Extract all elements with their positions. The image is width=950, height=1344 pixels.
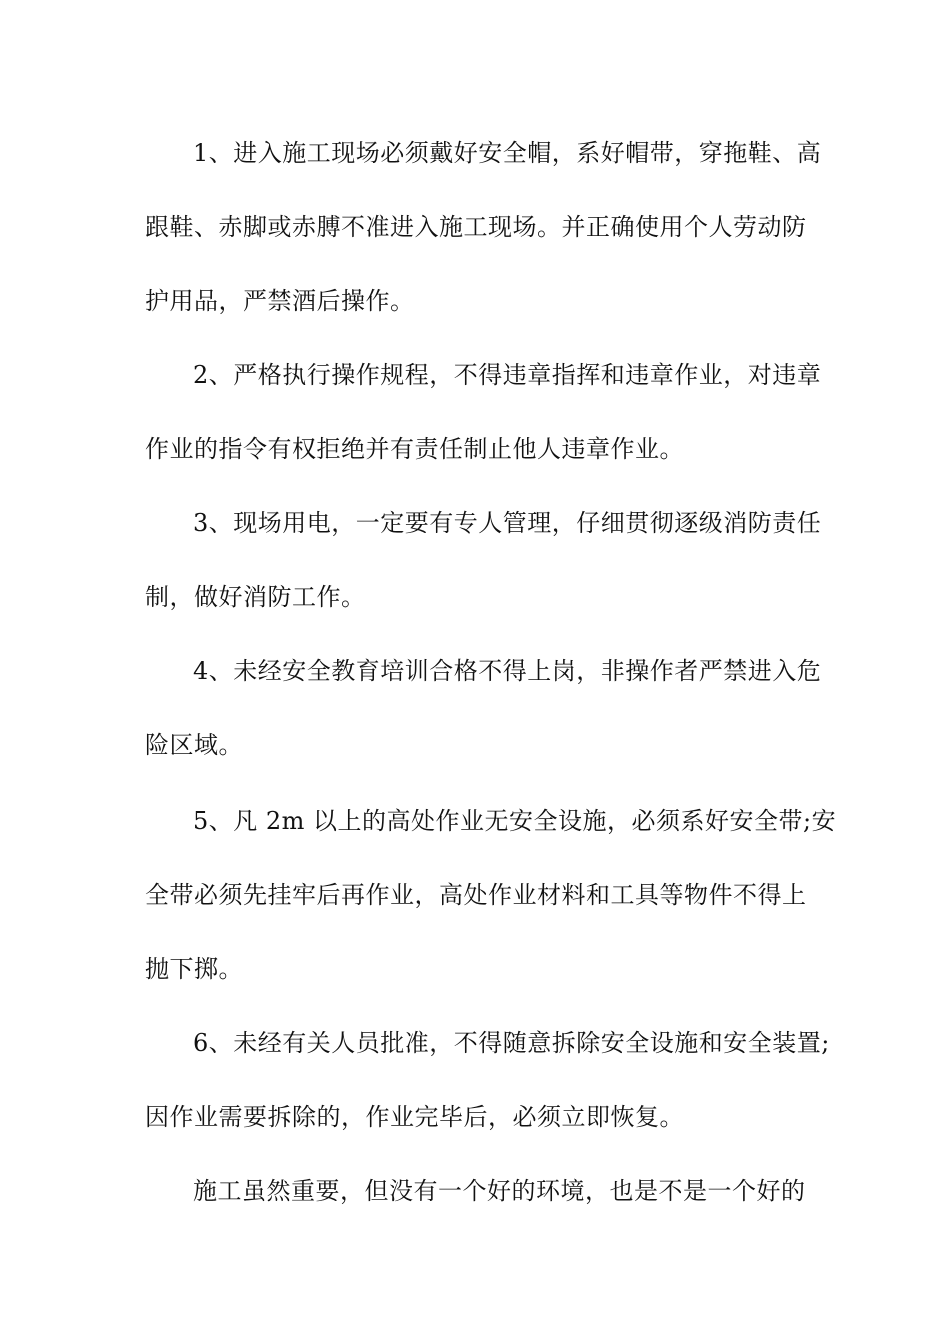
paragraph-5-line-1: 5、凡 2m 以上的高处作业无安全设施，必须系好安全带;安 — [193, 807, 837, 835]
paragraph-7-line-1: 施工虽然重要，但没有一个好的环境，也是不是一个好的 — [193, 1177, 806, 1205]
paragraph-2-line-1: 2、严格执行操作规程，不得违章指挥和违章作业，对违章 — [193, 361, 822, 389]
paragraph-1-line-3: 护用品，严禁酒后操作。 — [145, 287, 415, 315]
paragraph-6-line-2: 因作业需要拆除的，作业完毕后，必须立即恢复。 — [145, 1103, 684, 1131]
paragraph-3-line-1: 3、现场用电，一定要有专人管理，仔细贯彻逐级消防责任 — [193, 509, 822, 537]
paragraph-3-line-2: 制，做好消防工作。 — [145, 583, 366, 611]
paragraph-1-line-2: 跟鞋、赤脚或赤膊不准进入施工现场。并正确使用个人劳动防 — [145, 213, 807, 241]
paragraph-6-line-1: 6、未经有关人员批准，不得随意拆除安全设施和安全装置; — [193, 1029, 830, 1057]
paragraph-5-line-3: 抛下掷。 — [145, 955, 243, 983]
paragraph-4-line-2: 险区域。 — [145, 731, 243, 759]
paragraph-1-line-1: 1、进入施工现场必须戴好安全帽，系好帽带，穿拖鞋、高 — [193, 139, 822, 167]
paragraph-5-line-2: 全带必须先挂牢后再作业，高处作业材料和工具等物件不得上 — [145, 881, 807, 909]
paragraph-4-line-1: 4、未经安全教育培训合格不得上岗，非操作者严禁进入危 — [193, 657, 822, 685]
paragraph-2-line-2: 作业的指令有权拒绝并有责任制止他人违章作业。 — [145, 435, 684, 463]
